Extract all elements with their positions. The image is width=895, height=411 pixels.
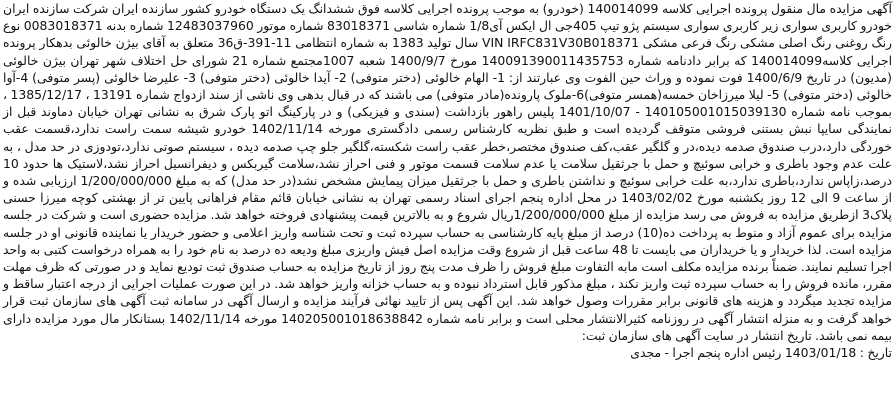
notice-body: آگهی مزایده مال منقول پرونده اجرایی کلاسه 140014099 (خودرو) به موجب پرونده اجرایی کلاسه فوق ششدانگ یک دستگاه خودرو کشور سازنده ایران شرکت سازنده ایران خودرو کاربری سواری زیر کاربری سواری سیستم پژو تیپ 405جی ال ایکس آی1/8 شماره شاسی 83018371 شماره موتور 12483037960 شماره بدنه 0083018371 نوع رنگ روغنی رنگ اصلی مشکی رنگ فرعی مشکی VIN IRFC831V30B018371 سال تولید 1383 به شماره انتظامی 11-391-ق36 متعلق به آقای بیژن خالوئی بدهکار پرونده اجرایی کلاسه140014099 که برابر دادنامه شماره 140091390011435753 مورخ 1400/9/7 شعبه 1007مجتمع شماره 21 شورای حل اختلاف شهر تهران بیژن خالوئی (مدیون) در تاریخ 1400/6/9 فوت نموده و وراث حین الفوت وی عبارتند از: 1- الهام خالوئی (دختر متوفی) 2- آیدا خالوئی (دختر متوفی) 3- علیرضا خالوئی (پسر متوفی) 4-آوا خالوئی (دختر متوفی) 5- لیلا میرزاخان خمسه(همسر متوفی)6-ملوک پارونده(مادر متوفی) می باشند که در قبال بدهی وی ناشی از سند ازدواج شماره 13191 ، 1385/12/17 ، بموجب نامه شماره 140105001015039130 - 1401/10/07 پلیس راهور بازداشت (سندی و فیزیکی) و در پارکینگ اتو پارک شرق به نشانی تهران خیابان دماوند قبل از نمایندگی سایپا نبش بستنی فروشی متوقف گردیده است و طبق نظریه کارشناس رسمی دادگستری مورخه 1402/11/14 خودرو شیشه سمت راست ندارد،قسمت عقب خوردگی دارد،درب صندوق صدمه دیده،در و گلگیر عقب،کف صندوق مختصر،خطر عقب راست شکسته،گلگیر جلو چپ صدمه دیده ، سیستم صوتی ندارد،تودوزی در حد مدل ، به علت عدم وجود باطری و خرابی سوئیچ و حمل با جرثقیل سلامت یا عدم سلامت قسمت موتور و فنی احراز نشد،سلامت گیربکس و دیفرانسیل احراز نشد،لاستیک ها حدود 10 درصد،زاپاس ندارد،باطری ندارد،به علت خرابی سوئیچ و نداشتن باطری و حمل با جرثقیل میزان پیمایش مشخص نشد(در حد مدل) که به مبلغ 1/200/000/000 ارزیابی شده و از ساعت 9 الی 12 روز یکشنبه مورخ 1403/02/02 در محل اداره پنجم اجرای اسناد رسمی تهران به نشانی خیابان قائم مقام فراهانی پایین تر از بهشتی کوچه میرزا حسنی پلاک3 ازطریق مزایده به فروش می رسد مزایده از مبلغ 1/200/000/000ریال شروع و به بالاترین قیمت پیشنهادی فروخته خواهد شد. مزایده حضوری است و شرکت در جلسه مزایده برای عموم آزاد و منوط به پرداخت ده(10) درصد از مبلغ پایه کارشناسی به حساب سپرده ثبت و تحت شناسه واریز اعلامی و حضور خریدار یا نماینده قانونی او در جلسه مزایده است. لذا خریدار و یا خریداران می بایست تا 48 ساعت قبل از شروع وقت مزایده اصل فیش واریزی مبلغ ودیعه ده درصد به نام خود را به همراه درخواست کتبی به واحد اجرا تسلیم نمایند. ضمناً برنده مزایده مکلف است مابه التفاوت مبلغ فروش را ظرف مدت پنج روز از تاریخ مزایده به حساب صندوق ثبت تودیع نماید و در صورتی که ظرف مهلت مقرر، مانده فروش را به حساب سپرده ثبت واریز نکند ، مبلغ مذکور قابل استرداد نبوده و به حساب خزانه واریز خواهد شد. در این صورت عملیات اجرایی از درجه اعتبار ساقط و مزایده تجدید میگردد و هزینه های قانونی برابر مقررات وصول خواهد شد. این آگهی پس از تایید نهائی فرآیند مزایده و ارسال آگهی در سامانه ثبت آگهی های سازمان ثبت قرار خواهد گرفت و به منزله انتشار آگهی در روزنامه کثیرالانتشار محلی است و برابر نامه شماره 140205001018638842 مورخه 1402/11/14 بستانکار مال مورد مزایده دارای بیمه نمی باشد. تاریخ انتشار در سایت آگهی های سازمان ثبت: <box>3 1 893 343</box>
notice-signature: تاریخ : 1403/01/18 رئیس اداره پنجم اجرا - مجدی <box>630 345 892 361</box>
